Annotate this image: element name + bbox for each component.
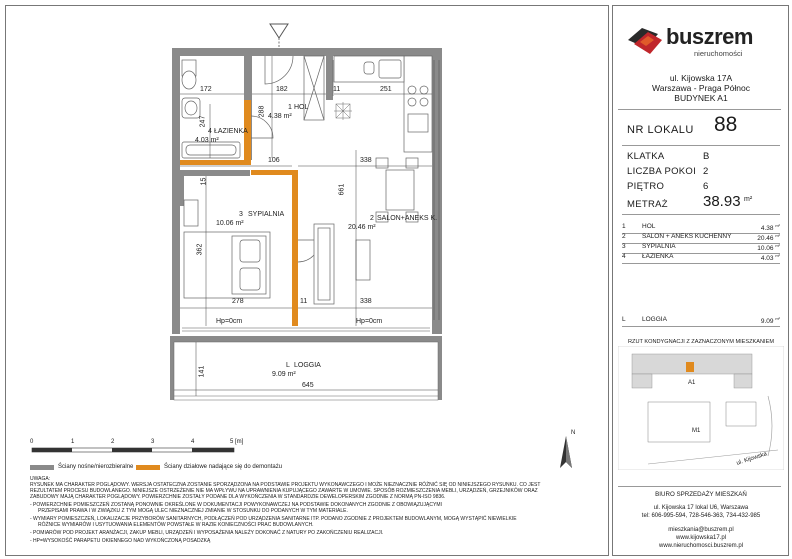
dim-278: 278 bbox=[232, 298, 244, 305]
label-sal-area: 20.46 m² bbox=[348, 224, 376, 231]
label-hp-2: Hp=0cm bbox=[356, 318, 383, 325]
notes-line-2: REZULTATEM PROCESU BUDOWLANEGO. NINIEJSZE OSTRZEŻENIE NIE MA WPŁYWU NA UPRAWNIENIA KUPUJĄCEGO ZAWARTE W UMOWIE. SPOSÓB ROZMIESZCZENIA MEBLI, URZĄDZEŃ, GRZEJNIKÓW ORAZ bbox=[30, 488, 538, 494]
address-city: Warszawa - Praga Północ bbox=[652, 83, 750, 93]
entrance-arrow-icon bbox=[270, 24, 288, 38]
notes-line-7: RÓŻNICE WYMIARÓW I USYTUOWANIA ELEMENTÓW POWSTAŁE W RAZIE KONIECZNOŚCI PRAC BUDOWLANYCH. bbox=[38, 522, 314, 528]
legend-load-bearing-swatch bbox=[30, 465, 54, 470]
room-no: 1 bbox=[622, 223, 626, 230]
dim-645: 645 bbox=[302, 382, 314, 389]
room-area: 4.03 bbox=[760, 255, 774, 263]
dim-15: 15 bbox=[200, 177, 208, 186]
loggia-unit: m² bbox=[775, 316, 780, 321]
dim-362: 362 bbox=[196, 243, 204, 256]
brand-sub: nieruchomości bbox=[694, 49, 743, 58]
notes-line-1: RYSUNEK MA CHARAKTER POGLĄDOWY. WERSJA OSTATECZNA ZOSTANIE SPORZĄDZONA NA PODSTAWIE PROJEKTU WYKONAWCZEGO I MOŻE NIEZNACZNIE RÓŻNIĆ SIĘ OD NINIEJSZEGO RYSUNKU. CO JEST bbox=[30, 482, 541, 488]
label-log-area: 9.09 m² bbox=[272, 371, 296, 378]
room-unit: m² bbox=[775, 233, 780, 238]
dining-table bbox=[376, 158, 418, 222]
north-arrow-icon bbox=[552, 432, 582, 472]
dim-106: 106 bbox=[268, 157, 280, 164]
label-laz-name: ŁAZIENKA bbox=[214, 128, 248, 135]
legend-load-bearing-label: Ściany nośne/nierozbieralne bbox=[58, 464, 134, 470]
room-name: ŁAZIENKA bbox=[642, 253, 674, 260]
field-label-pietro: PIĘTRO bbox=[627, 181, 665, 192]
address-building: BUDYNEK A1 bbox=[674, 93, 728, 103]
label-hol-name: HOL bbox=[294, 104, 309, 111]
divider-top bbox=[618, 109, 781, 110]
dim-182: 182 bbox=[276, 86, 288, 93]
field-unit-metraz: m² bbox=[744, 196, 753, 203]
unit-divider bbox=[622, 145, 780, 146]
label-hol-area: 4.38 m² bbox=[268, 113, 292, 120]
office-web2-link[interactable]: www.nieruchomosci.buszrem.pl bbox=[658, 543, 744, 549]
label-syp-area: 10.06 m² bbox=[216, 220, 244, 227]
office-email-link[interactable]: mieszkania@buszrem.pl bbox=[668, 527, 734, 533]
room-no: 3 bbox=[622, 243, 626, 250]
room-no: 4 bbox=[622, 253, 626, 260]
office-address: ul. Kijowska 17 lokal U6, Warszawa bbox=[653, 505, 749, 511]
buszrem-logo-icon bbox=[624, 22, 666, 56]
metraz-divider bbox=[622, 214, 780, 215]
notes-line-9: - HP=WYSOKOŚĆ PARAPETU OKIENNEGO NAD WYKOŃCZONĄ POSADZKĄ bbox=[30, 538, 211, 544]
scale-tick-2: 2 bbox=[111, 439, 115, 445]
notes-line-8: - POMIARÓW POD PROJEKT ARANŻACJI, ZAKUP MEBLI, URZĄDZEŃ I WYPOSAŻENIA NALEŻY DOKONAĆ Z NATURY PO ZAKOŃCZENIU REALIZACJI. bbox=[30, 530, 384, 536]
office-web1-link[interactable]: www.kijowska17.pl bbox=[675, 535, 727, 541]
loggia-no: L bbox=[622, 316, 626, 323]
dim-141: 141 bbox=[198, 365, 206, 378]
label-log-name: LOGGIA bbox=[294, 362, 321, 369]
site-plan-caption: RZUT KONDYGNACJI Z ZAZNACZONYM MIESZKANIEM bbox=[628, 339, 774, 345]
label-sal-no: 2 bbox=[370, 215, 374, 222]
office-title: BIURO SPRZEDAŻY MIESZKAŃ bbox=[655, 491, 747, 498]
field-value-klatka: B bbox=[703, 151, 710, 162]
dim-338a: 338 bbox=[360, 157, 372, 164]
label-laz-no: 4 bbox=[208, 128, 212, 135]
label-hp-1: Hp=0cm bbox=[216, 318, 243, 325]
room-no: 2 bbox=[622, 233, 626, 240]
label-hol-no: 1 bbox=[288, 104, 292, 111]
field-value-pokoje: 2 bbox=[703, 166, 709, 177]
address-street: ul. Kijowska 17A bbox=[669, 73, 733, 83]
label-laz-area: 4.03 m² bbox=[195, 137, 219, 144]
notes-line-6: - WYMIARY POMIESZCZEŃ, LOKALIZACJE PRZYBORÓW SANITARNYCH, PODŁĄCZEŃ POD URZĄDZENIA SANITARNE ITP. PODANO ZGODNIE Z PROJEKTEM BUDOWLANYM, MOGĄ WYSTĄPIĆ NIEWIELKIE bbox=[30, 516, 517, 522]
dim-11a: 11 bbox=[333, 86, 341, 93]
field-label-metraz: METRAŻ bbox=[627, 199, 668, 210]
scale-tick-5: 5 [m] bbox=[230, 439, 244, 445]
scale-bar bbox=[28, 446, 248, 458]
room-area: 4.38 bbox=[760, 225, 774, 233]
notes-line-3: ZABUDOWY MAJĄ CHARAKTER POGLĄDOWY. POWIERZCHNIE ZOSTAŁY PODANE DLA WYKOŃCZENIA W STANDARDZIE DEWELOPERSKIM ZGODNIE Z NORMĄ PN-ISO 9836. bbox=[30, 494, 446, 500]
site-plan bbox=[618, 346, 784, 470]
office-divider bbox=[618, 486, 781, 487]
room-area: 10.06 bbox=[757, 245, 774, 253]
room-row-4 bbox=[622, 253, 780, 264]
legend-removable-label: Ściany działowe nadające się do demontażu bbox=[164, 464, 283, 470]
field-value-pietro: 6 bbox=[703, 181, 709, 192]
label-sal-name: SALON+ANEKS K. bbox=[377, 215, 438, 222]
dim-172: 172 bbox=[200, 86, 212, 93]
compass-n: N bbox=[571, 430, 576, 436]
loggia-area: 9.09 bbox=[760, 318, 774, 326]
notes-line-4: - POWIERZCHNIE POMIESZCZEŃ ZOSTANĄ PONOWNIE OKREŚLONE W DOKUMENTACJI POWYKONAWCZEJ NA PODSTAWIE DOKONANYCH ZGODNIE Z OBOWIĄZUJĄCYMI bbox=[30, 502, 442, 508]
site-plan-a1: A1 bbox=[688, 380, 696, 386]
notes-line-5: PRZEPISAMI PRAWA I W ZWIĄZKU Z TYM MOGĄ ULEC NIEZNACZNEJ ZMIANIE W STOSUNKU DO PODANYCH W TYM MATERIALE. bbox=[38, 508, 348, 514]
room-name: HOL bbox=[642, 223, 656, 230]
site-plan-m1: M1 bbox=[692, 428, 701, 434]
unit-number: 88 bbox=[714, 113, 738, 136]
sofa bbox=[314, 224, 370, 304]
dim-338b: 338 bbox=[360, 298, 372, 305]
scale-tick-0: 0 bbox=[30, 439, 34, 445]
scale-tick-3: 3 bbox=[151, 439, 155, 445]
loggia-row bbox=[622, 316, 780, 327]
notes-title: UWAGA: bbox=[30, 476, 51, 482]
dim-251: 251 bbox=[380, 86, 392, 93]
legend-removable-swatch bbox=[136, 465, 160, 470]
label-log-no: L bbox=[286, 362, 290, 369]
room-unit: m² bbox=[775, 253, 780, 258]
loggia-name: LOGGIA bbox=[642, 316, 667, 323]
office-phones: tel: 606-995-594, 728-546-363, 734-432-985 bbox=[641, 513, 761, 519]
room-name: SALON + ANEKS KUCHENNY bbox=[642, 233, 732, 240]
label-syp-name: SYPIALNIA bbox=[248, 211, 285, 218]
dim-11b: 11 bbox=[300, 298, 308, 305]
dim-247: 247 bbox=[199, 115, 207, 128]
scale-tick-1: 1 bbox=[71, 439, 75, 445]
field-label-klatka: KLATKA bbox=[627, 151, 665, 162]
label-syp-no: 3 bbox=[239, 211, 243, 218]
unit-title: NR LOKALU bbox=[627, 124, 694, 136]
dim-288: 288 bbox=[258, 105, 266, 118]
room-unit: m² bbox=[775, 243, 780, 248]
dim-661: 661 bbox=[338, 183, 346, 196]
brand-name: buszrem bbox=[666, 24, 753, 49]
room-unit: m² bbox=[775, 223, 780, 228]
site-plan-street: ul. Kijowska bbox=[735, 451, 768, 467]
field-label-pokoje: LICZBA POKOI bbox=[627, 166, 697, 177]
field-value-metraz: 38.93 bbox=[703, 193, 741, 210]
room-name: SYPIALNIA bbox=[642, 243, 676, 250]
room-area: 20.46 bbox=[757, 235, 774, 243]
scale-tick-4: 4 bbox=[191, 439, 195, 445]
